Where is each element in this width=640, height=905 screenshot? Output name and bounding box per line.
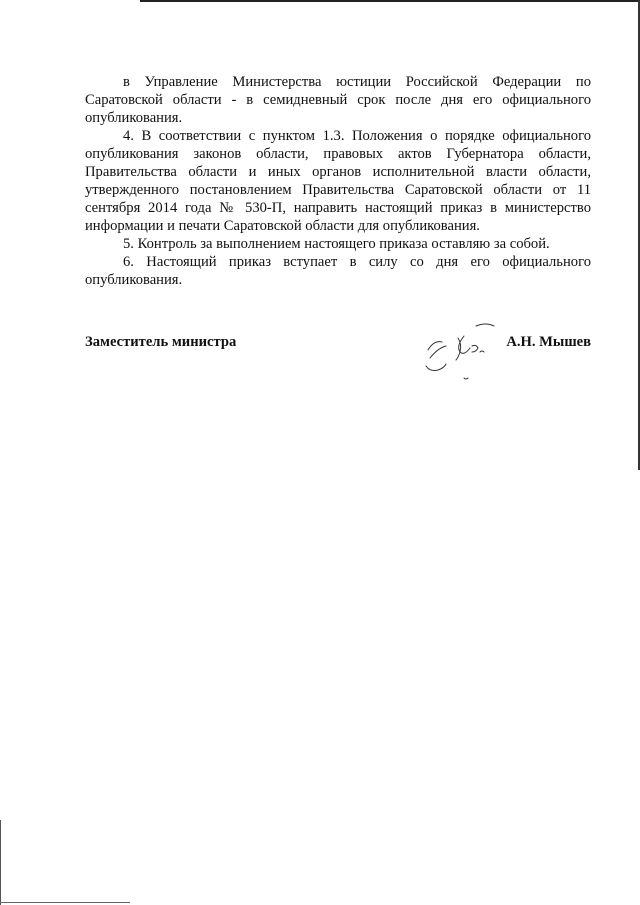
signer-title: Заместитель министра: [85, 334, 237, 350]
handwritten-signature: [420, 318, 500, 388]
paragraph-item-5: 5. Контроль за выполнением настоящего приказа оставляю за собой.: [123, 236, 550, 252]
scan-edge-top: [140, 0, 640, 2]
paragraph-item-4: 4. В соответствии с пунктом 1.3. Положения о порядке официального опубликования законов области, правовых актов Губернатора области, Правительства области и иных органов исполнительной власти области, утвержденного постановлением Правительства Саратовской области от 11 сентября 2014 года № 530-П, направить настоящий приказ в министерство информации и печати Саратовской области для опубликования.: [85, 128, 591, 234]
paragraph-item-6: 6. Настоящий приказ вступает в силу со дня его официального опубликования.: [85, 254, 591, 288]
paragraph-continuation: в Управление Министерства юстиции Российской Федерации по Саратовской области - в семидневный срок после дня его официального опубликования.: [85, 74, 591, 126]
signature-block: [85, 334, 591, 354]
scan-edge-left: [0, 820, 1, 905]
document-body: [85, 73, 591, 289]
scan-edge-bottom: [0, 902, 130, 903]
signer-name: А.Н. Мышев: [506, 334, 591, 350]
